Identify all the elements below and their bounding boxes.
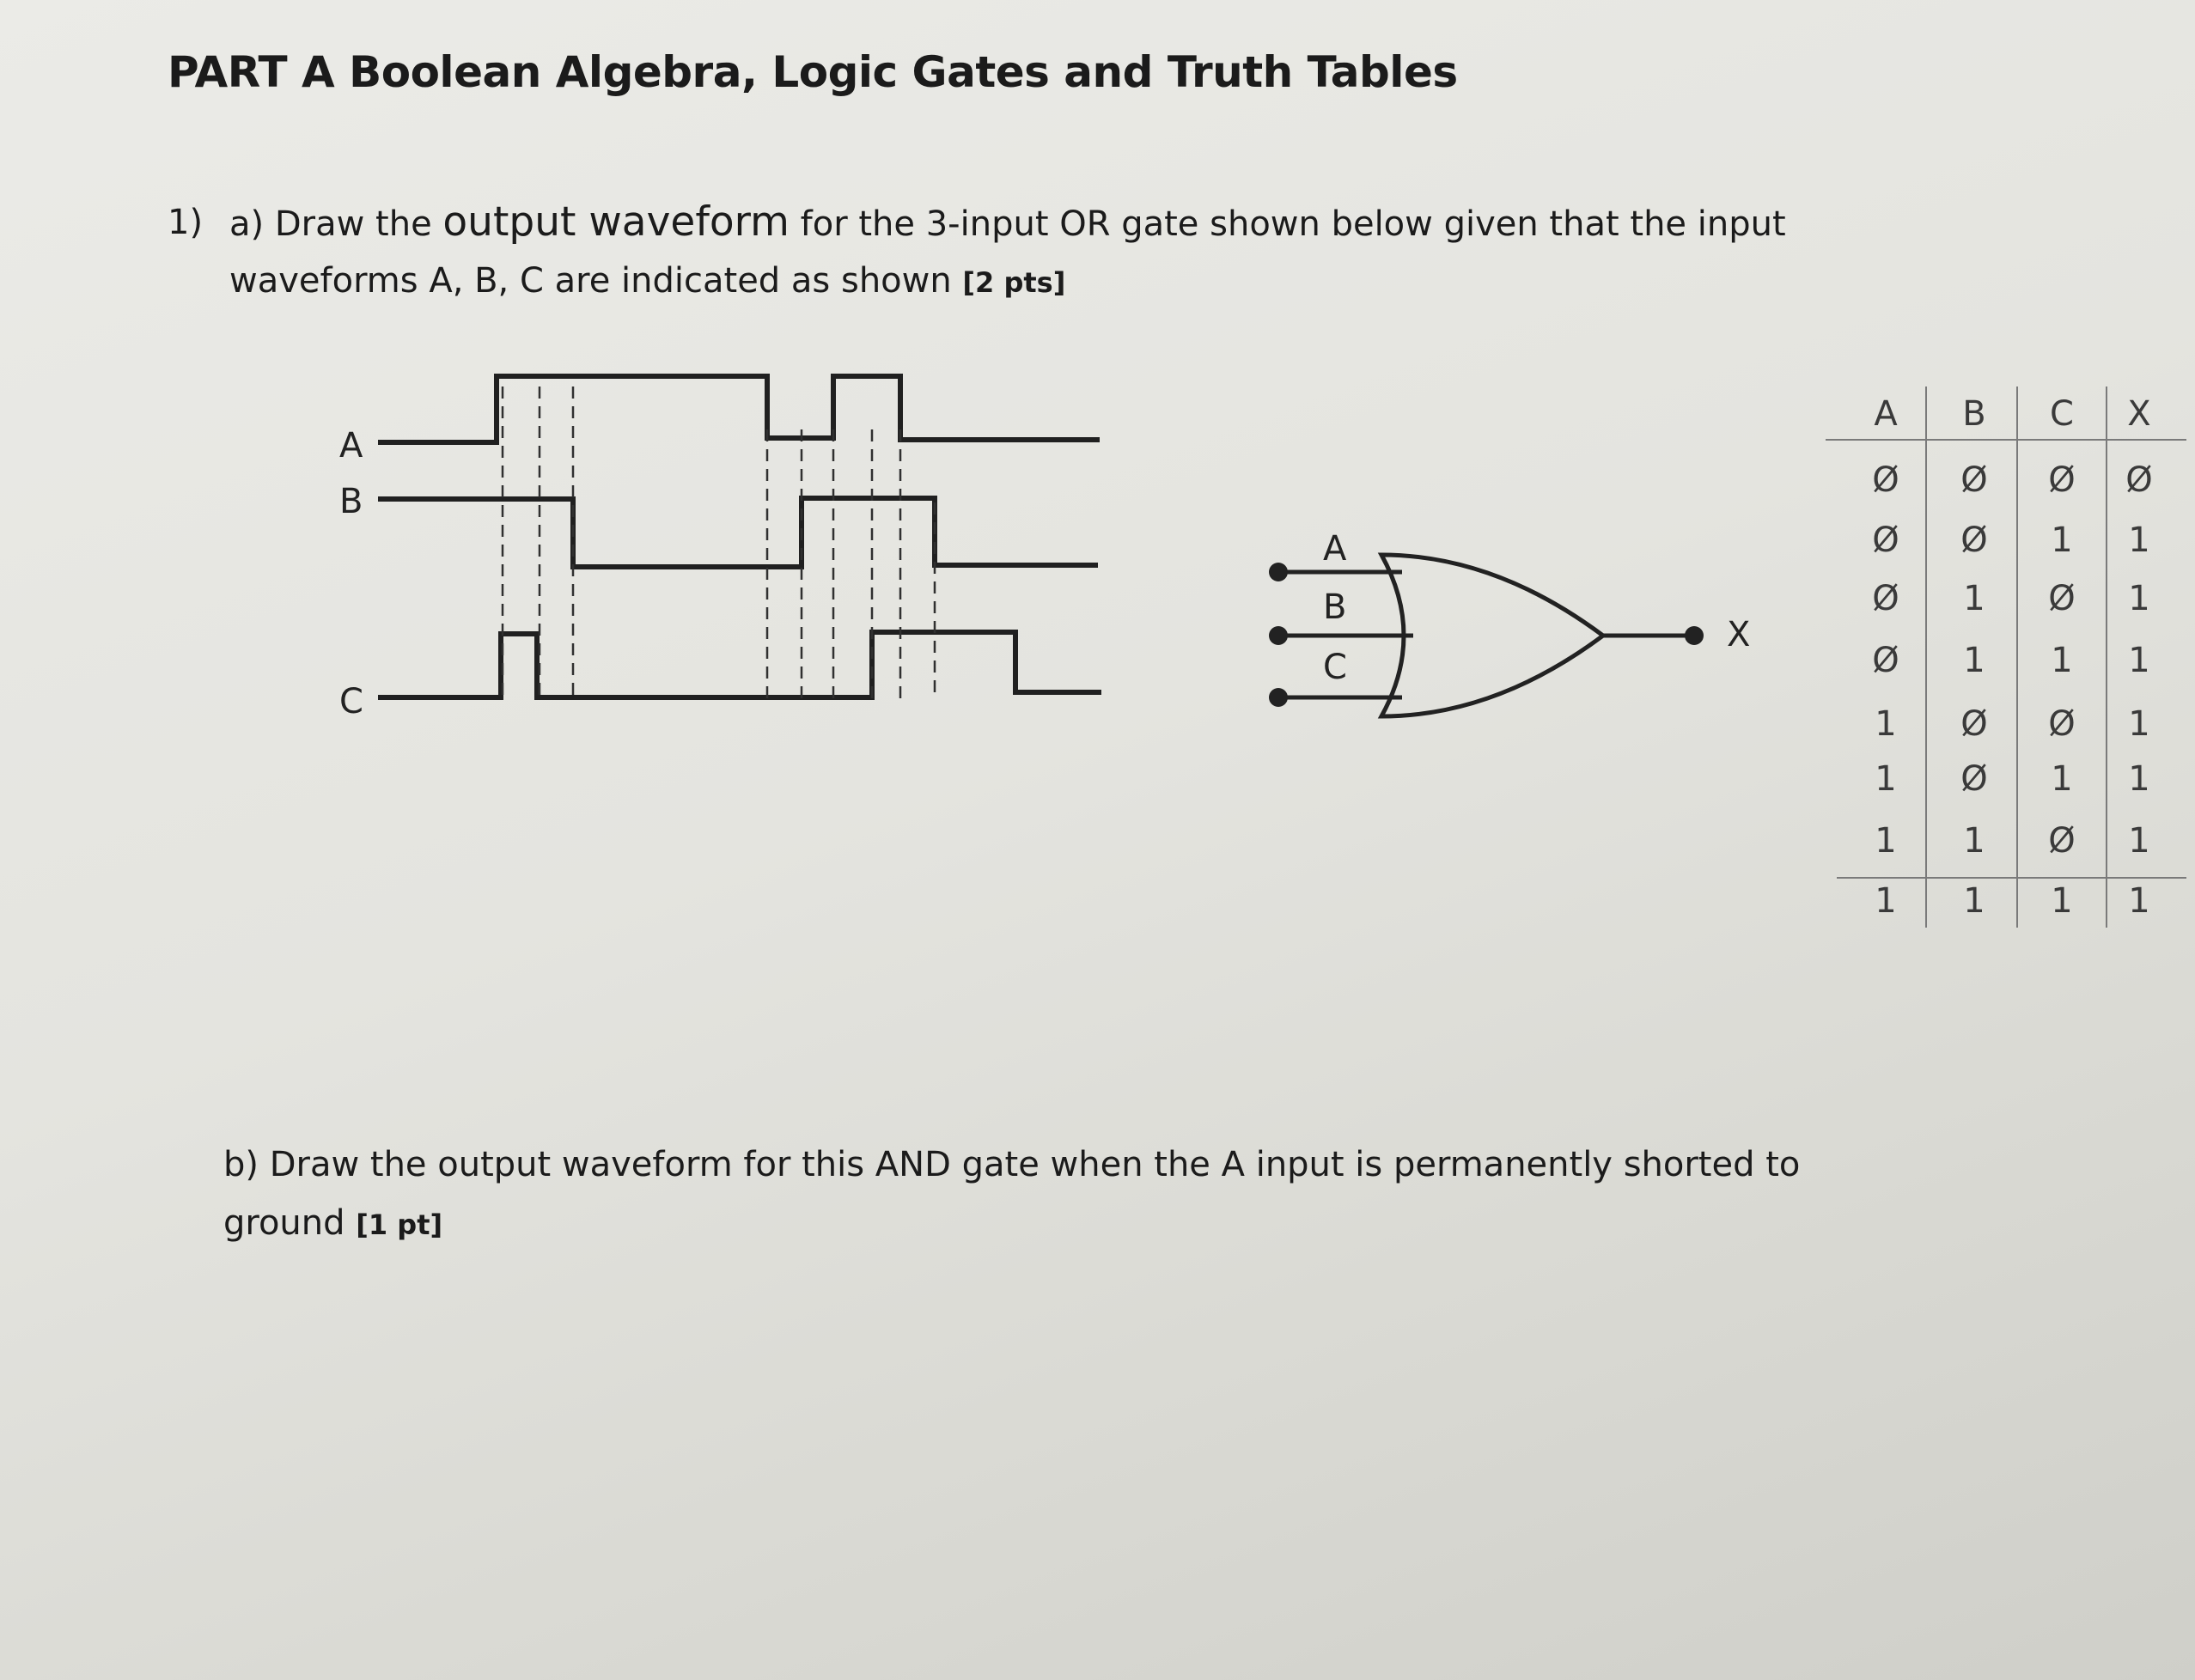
question-1b-line2-text: ground <box>223 1203 345 1243</box>
table-cell: 1 <box>1875 759 1897 799</box>
table-cell: Ø <box>1960 704 1988 744</box>
table-header-cell: B <box>1962 394 1986 434</box>
table-cell: 1 <box>2128 641 2150 680</box>
table-cell: 1 <box>1963 641 1985 680</box>
points-label: [2 pts] <box>962 266 1066 299</box>
table-cell: 1 <box>1875 881 1897 921</box>
table-cell: Ø <box>2048 821 2076 861</box>
output-terminal <box>1685 626 1704 645</box>
table-cell: 1 <box>2051 881 2073 921</box>
question-text-after: for the 3-input OR gate shown below given that the input <box>800 204 1786 244</box>
table-cell: Ø <box>1960 759 1988 799</box>
waveform-b <box>378 498 1098 567</box>
table-cell: 1 <box>2128 704 2150 744</box>
question-number: 1) <box>168 203 204 242</box>
question-text-before: Draw the <box>274 204 432 244</box>
question-1b-line1: b) Draw the output waveform for this AND gate when the A input is permanently shorted to <box>223 1145 1801 1184</box>
table-cell: Ø <box>2048 704 2076 744</box>
table-cell: Ø <box>1872 460 1899 500</box>
table-header-cell: X <box>2127 394 2151 434</box>
table-cell: 1 <box>1963 821 1985 861</box>
table-cell: 1 <box>2051 520 2073 560</box>
or-gate-symbol <box>1381 555 1603 716</box>
table-cell: Ø <box>2048 460 2076 500</box>
waveform-label-b: B <box>339 482 363 521</box>
table-header-cell: C <box>2050 394 2074 434</box>
table-cell: 1 <box>2128 821 2150 861</box>
waveform-c <box>378 632 1101 697</box>
truth-table-cells <box>1872 394 2152 921</box>
table-cell: 1 <box>2128 520 2150 560</box>
table-cell: 1 <box>2051 641 2073 680</box>
table-cell: Ø <box>1960 520 1988 560</box>
part-label: a) <box>229 204 265 244</box>
question-line2-text: waveforms A, B, C are indicated as shown <box>229 261 952 301</box>
table-cell: Ø <box>2125 460 2153 500</box>
waveform-diagram <box>339 376 1101 721</box>
gate-input-label-c: C <box>1323 648 1347 687</box>
table-cell: 1 <box>1875 821 1897 861</box>
table-cell: 1 <box>2128 881 2150 921</box>
table-cell: 1 <box>2128 759 2150 799</box>
table-cell: Ø <box>2048 579 2076 618</box>
table-cell: 1 <box>2128 579 2150 618</box>
table-cell: 1 <box>1963 881 1985 921</box>
table-cell: Ø <box>1872 579 1899 618</box>
gate-output-label: X <box>1727 615 1751 654</box>
table-cell: 1 <box>1875 704 1897 744</box>
table-header-cell: A <box>1874 394 1898 434</box>
table-cell: Ø <box>1872 641 1899 680</box>
waveform-a <box>378 376 1100 442</box>
waveform-label-a: A <box>339 426 363 466</box>
waveform-label-c: C <box>339 682 363 721</box>
or-gate-diagram <box>1269 529 1750 716</box>
question-1b-points: [1 pt] <box>356 1208 443 1241</box>
gate-input-label-a: A <box>1323 529 1347 569</box>
table-cell: 1 <box>2051 759 2073 799</box>
table-cell: 1 <box>1963 579 1985 618</box>
page-title: PART A Boolean Algebra, Logic Gates and Truth Tables <box>168 47 1458 97</box>
truth-table <box>1826 387 2186 928</box>
gate-input-label-b: B <box>1323 587 1347 627</box>
question-text-emphasis: output waveform <box>442 198 790 246</box>
table-cell: Ø <box>1872 520 1899 560</box>
table-cell: Ø <box>1960 460 1988 500</box>
